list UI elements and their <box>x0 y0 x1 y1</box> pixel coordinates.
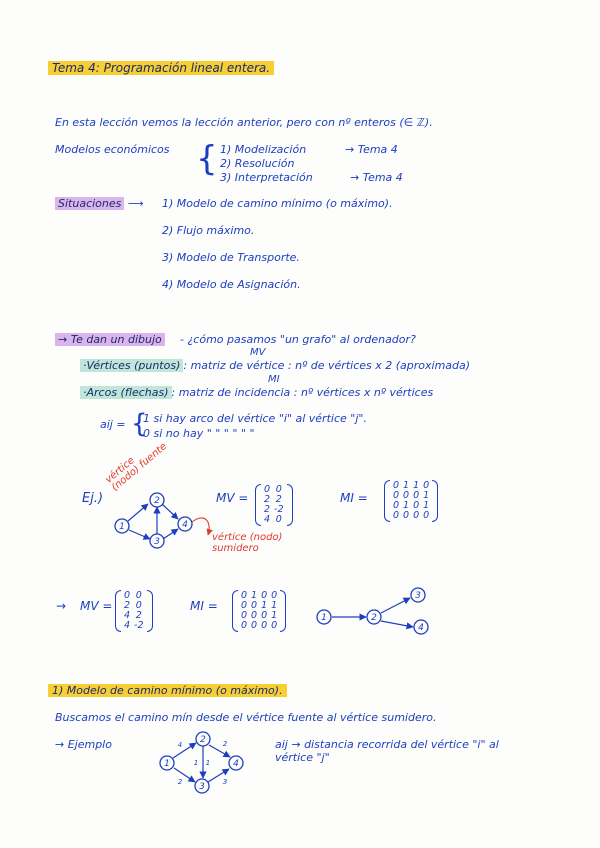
modelos-tema-1: → Tema 4 <box>345 143 398 156</box>
mi1-cell-2-4: 1 <box>423 490 430 501</box>
node2-1-label: 1 <box>321 613 327 623</box>
mi1-cell-1-3: 1 <box>413 480 420 491</box>
mi1-cell-3-2: 1 <box>403 500 410 511</box>
mv2-cell-1-1: 0 <box>124 590 131 601</box>
node2-2-label: 2 <box>371 613 377 623</box>
mi2-cell-1-3: 0 <box>261 590 268 601</box>
mi1-cell-3-3: 0 <box>413 500 420 511</box>
ejemplo-label: → Ejemplo <box>55 738 112 751</box>
dibujo-label: → Te dan un dibujo <box>55 333 165 346</box>
mv1-cell-3-1: 2 <box>264 504 271 515</box>
weight-3-4: 3 <box>222 778 228 786</box>
arcos-line: ·Arcos (flechas) : matriz de incidencia : nº vértices x nº vértices <box>80 386 433 399</box>
arrow-icon: ⟶ <box>127 197 144 210</box>
mv-abbr: MV <box>250 347 266 358</box>
aij-label: aij = <box>100 418 126 431</box>
mv1-cell-1-1: 0 <box>264 484 271 495</box>
mi2-cell-3-1: 0 <box>241 610 248 621</box>
node3-1-label: 1 <box>164 759 170 769</box>
modelos-tema-3: → Tema 4 <box>350 171 403 184</box>
situacion-item-1: 1) Modelo de camino mínimo (o máximo). <box>162 197 393 210</box>
mv1-cell-1-2: 0 <box>275 484 282 495</box>
ej-label: Ej.) <box>82 491 104 506</box>
mi1-cell-2-2: 0 <box>403 490 410 501</box>
mi2-cell-1-4: 0 <box>271 590 278 601</box>
mv2-cell-2-1: 2 <box>124 600 131 611</box>
node3-4-label: 4 <box>233 759 239 769</box>
mi2-cell-3-3: 0 <box>261 610 268 621</box>
mi1-cell-1-1: 0 <box>393 480 400 491</box>
modelos-item-1: 1) Modelización <box>220 143 307 156</box>
mi-abbr: MI <box>268 374 280 385</box>
aij-line-2: 0 si no hay " " " " " " <box>143 427 255 440</box>
situacion-item-2: 2) Flujo máximo. <box>162 224 255 237</box>
node-4-label: 4 <box>182 520 188 530</box>
node2-4-label: 4 <box>418 623 424 633</box>
ej2-arrow: → <box>56 599 67 613</box>
mi1-cell-4-1: 0 <box>393 510 400 521</box>
vertices-line: ·Vértices (puntos) : matriz de vértice : nº de vértices x 2 (aproximada) <box>80 359 470 372</box>
mi1-cell-2-1: 0 <box>393 490 400 501</box>
aij-distancia-1: aij → distancia recorrida del vértice "i" al <box>275 738 499 751</box>
situacion-item-3: 3) Modelo de Transporte. <box>162 251 300 264</box>
buscamos-text: Buscamos el camino mín desde el vértice fuente al vértice sumidero. <box>55 711 437 724</box>
mv2-cell-4-1: 4 <box>124 620 131 631</box>
mi1-cell-2-3: 0 <box>413 490 420 501</box>
mi2-cell-4-4: 0 <box>271 620 278 631</box>
edge3-1-2 <box>173 743 196 758</box>
mi2-cell-2-3: 1 <box>261 600 268 611</box>
mv1-label: MV = <box>216 491 249 505</box>
mi2-cell-4-2: 0 <box>251 620 258 631</box>
mv2-cell-3-2: 2 <box>135 610 142 621</box>
mi1-cell-4-2: 0 <box>403 510 410 521</box>
sumidero-annotation: vértice (nodo) sumidero <box>212 532 283 554</box>
dibujo-question: - ¿cómo pasamos "un grafo" al ordenador? <box>180 333 416 346</box>
mv1-cell-3-2: -2 <box>274 504 284 515</box>
mi2-cell-3-4: 1 <box>271 610 278 621</box>
mi1-cell-1-2: 1 <box>403 480 410 491</box>
mi1-cell-3-1: 0 <box>393 500 400 511</box>
modelos-label: Modelos económicos <box>55 143 170 156</box>
weight-2-3: 1 <box>205 759 211 767</box>
weight-2-4: 2 <box>222 740 228 748</box>
node3-2-label: 2 <box>200 735 206 745</box>
mv2-cell-1-2: 0 <box>135 590 142 601</box>
page-title: Tema 4: Programación lineal entera. <box>48 62 274 75</box>
mv2-cell-3-1: 4 <box>124 610 131 621</box>
node2-3-label: 3 <box>415 591 421 601</box>
weight-extra: 1 <box>193 759 199 767</box>
node-2-label: 2 <box>154 496 160 506</box>
mi2-label: MI = <box>190 599 218 613</box>
mi1-cell-3-4: 1 <box>423 500 430 511</box>
mi2-cell-2-4: 1 <box>271 600 278 611</box>
weight-1-2: 4 <box>177 741 183 749</box>
intro-text: En esta lección vemos la lección anterior, pero con nº enteros (∈ ℤ). <box>55 116 433 129</box>
node-1-label: 1 <box>119 522 125 532</box>
mi1-cell-4-4: 0 <box>423 510 430 521</box>
aij-distancia-2: vértice "j" <box>275 751 330 764</box>
mi2-cell-2-2: 0 <box>251 600 258 611</box>
situacion-item-4: 4) Modelo de Asignación. <box>162 278 301 291</box>
situaciones-label: Situaciones ⟶ <box>55 197 144 210</box>
mi2-cell-4-3: 0 <box>261 620 268 631</box>
node3-3-label: 3 <box>199 782 205 792</box>
mv1-cell-4-1: 4 <box>264 514 271 525</box>
mi1-cell-1-4: 0 <box>423 480 430 491</box>
mi1-label: MI = <box>340 491 368 505</box>
mi2-cell-3-2: 0 <box>251 610 258 621</box>
mi2-cell-1-2: 1 <box>251 590 258 601</box>
mv1-cell-2-2: 2 <box>275 494 282 505</box>
weight-1-3: 2 <box>177 778 183 786</box>
mv2-cell-2-2: 0 <box>135 600 142 611</box>
mv1-cell-2-1: 2 <box>264 494 271 505</box>
mv1-cell-4-2: 0 <box>275 514 282 525</box>
aij-brace: { <box>131 409 148 439</box>
aij-line-1: 1 si hay arco del vértice "i" al vértice "j". <box>143 412 367 425</box>
node-3-label: 3 <box>154 537 160 547</box>
mi2-cell-1-1: 0 <box>241 590 248 601</box>
section1-title: 1) Modelo de camino mínimo (o máximo). <box>48 684 287 697</box>
modelos-item-3: 3) Interpretación <box>220 171 313 184</box>
mi1-cell-4-3: 0 <box>413 510 420 521</box>
modelos-brace: { <box>196 139 218 179</box>
mv2-cell-4-2: -2 <box>134 620 144 631</box>
fuente-annotation: vértice (nodo) fuente <box>103 440 170 494</box>
mi2-cell-2-1: 0 <box>241 600 248 611</box>
mi2-cell-4-1: 0 <box>241 620 248 631</box>
modelos-item-2: 2) Resolución <box>220 157 295 170</box>
mv2-label: MV = <box>80 599 113 613</box>
